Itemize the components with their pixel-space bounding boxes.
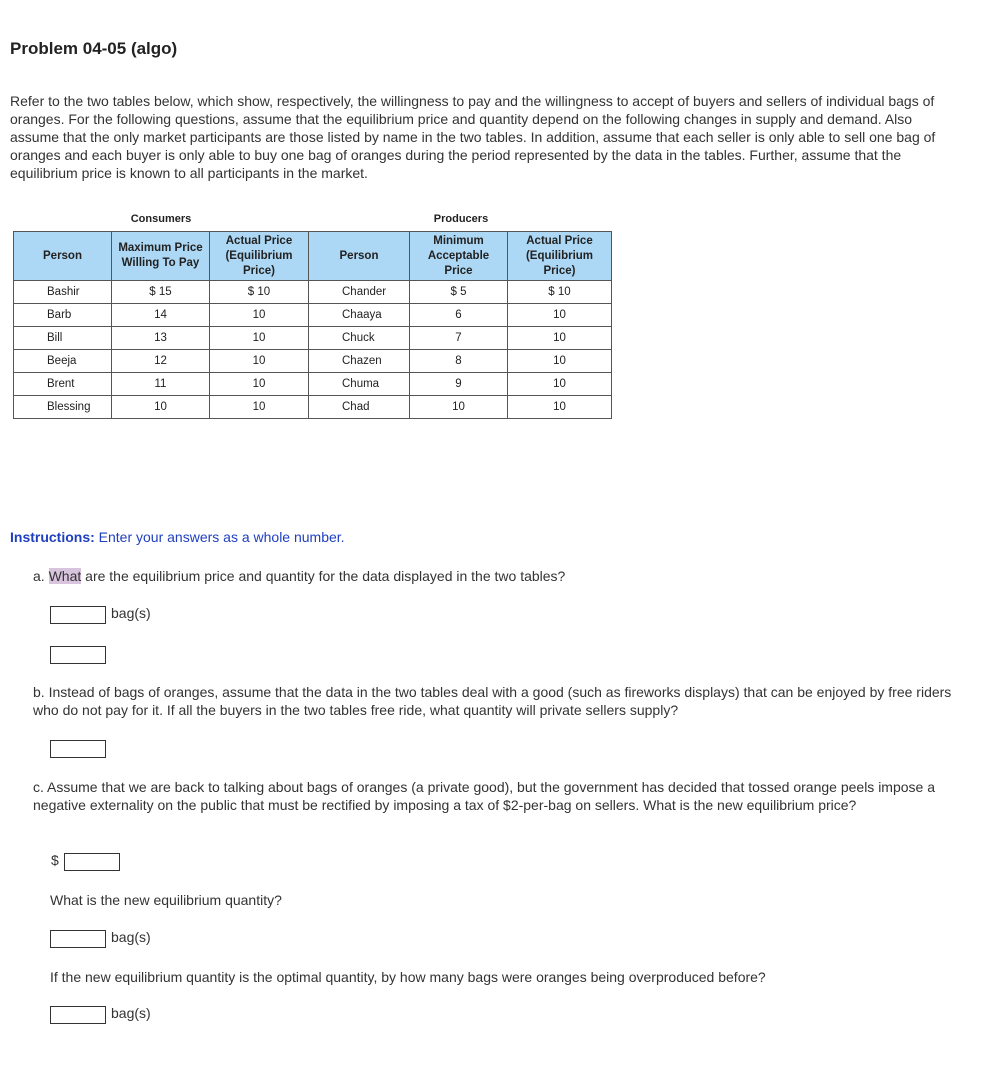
table-row — [14, 396, 612, 419]
cell-producer-name: Chuma — [309, 373, 410, 396]
cell-producer-name: Chander — [309, 281, 410, 304]
cell-producer-actual-price: 10 — [508, 396, 612, 419]
cell-consumer-name: Beeja — [14, 350, 112, 373]
answer-c-quantity-input[interactable] — [50, 930, 106, 948]
consumers-caption: Consumers — [130, 213, 192, 225]
cell-consumer-actual-price: 10 — [210, 396, 309, 419]
question-a-text: are the equilibrium price and quantity for the data displayed in the two tables? — [81, 568, 566, 584]
cell-max-price: 11 — [112, 373, 210, 396]
cell-producer-name: Chuck — [309, 327, 410, 350]
table-row — [14, 281, 612, 304]
cell-consumer-actual-price: 10 — [210, 327, 309, 350]
cell-producer-name: Chaaya — [309, 304, 410, 327]
cell-consumer-actual-price: 10 — [210, 350, 309, 373]
table-header-row — [14, 232, 612, 281]
cell-min-price: 7 — [410, 327, 508, 350]
cell-consumer-name: Barb — [14, 304, 112, 327]
willingness-table — [13, 231, 612, 419]
cell-producer-actual-price: 10 — [508, 373, 612, 396]
cell-producer-name: Chazen — [309, 350, 410, 373]
answer-c-price-input[interactable] — [64, 853, 120, 871]
answer-c-overproduction-input[interactable] — [50, 1006, 106, 1024]
instructions — [10, 529, 345, 545]
answer-c-overproduction-unit: bag(s) — [111, 1005, 151, 1021]
cell-consumer-name: Bashir — [14, 281, 112, 304]
cell-max-price: 10 — [112, 396, 210, 419]
cell-max-price: 14 — [112, 304, 210, 327]
cell-consumer-name: Brent — [14, 373, 112, 396]
cell-producer-actual-price: $ 10 — [508, 281, 612, 304]
question-c-quantity: What is the new equilibrium quantity? — [50, 892, 282, 908]
producers-caption: Producers — [433, 213, 489, 225]
instructions-label: Instructions: — [10, 529, 95, 545]
question-a-highlight: What — [48, 568, 82, 584]
table-row — [14, 327, 612, 350]
header-person-producer: Person — [309, 232, 410, 281]
answer-a-unit: bag(s) — [111, 605, 151, 621]
page-title: Problem 04-05 (algo) — [10, 39, 178, 58]
dollar-sign: $ — [51, 852, 59, 868]
header-min-price: Minimum Acceptable Price — [410, 232, 508, 281]
table-row — [14, 373, 612, 396]
cell-min-price: 6 — [410, 304, 508, 327]
cell-producer-actual-price: 10 — [508, 304, 612, 327]
header-actual-price-producer: Actual Price (Equilibrium Price) — [508, 232, 612, 281]
answer-a-price-input[interactable] — [50, 646, 106, 664]
table-row — [14, 304, 612, 327]
instructions-text: Enter your answers as a whole number. — [94, 529, 345, 545]
cell-consumer-name: Blessing — [14, 396, 112, 419]
table-row — [14, 350, 612, 373]
cell-producer-actual-price: 10 — [508, 350, 612, 373]
header-actual-price-consumer: Actual Price (Equilibrium Price) — [210, 232, 309, 281]
question-b: b. Instead of bags of oranges, assume that the data in the two tables deal with a good (such as fireworks displays) that can be enjoyed by free riders who do not pay for it. If all the buyers in the two tables free ride, what quantity will private sellers supply? — [33, 684, 952, 718]
cell-max-price: 12 — [112, 350, 210, 373]
cell-consumer-name: Bill — [14, 327, 112, 350]
cell-max-price: 13 — [112, 327, 210, 350]
question-a-prefix: a. — [33, 568, 49, 584]
header-max-price: Maximum Price Willing To Pay — [112, 232, 210, 281]
cell-producer-actual-price: 10 — [508, 327, 612, 350]
cell-min-price: $ 5 — [410, 281, 508, 304]
answer-c-quantity-unit: bag(s) — [111, 929, 151, 945]
cell-max-price: $ 15 — [112, 281, 210, 304]
question-a — [33, 567, 565, 585]
header-person-consumer: Person — [14, 232, 112, 281]
question-c-overproduction: If the new equilibrium quantity is the optimal quantity, by how many bags were oranges being overproduced before? — [50, 969, 766, 985]
cell-min-price: 8 — [410, 350, 508, 373]
answer-b-input[interactable] — [50, 740, 106, 758]
intro-paragraph: Refer to the two tables below, which show, respectively, the willingness to pay and the willingness to accept of buyers and sellers of individual bags of oranges. For the following questions, assume that the equilibrium price and quantity depend on the following changes in supply and demand. Also assume that the only market participants are those listed by name in the two tables. In addition, assume that each seller is only able to sell one bag of oranges and each buyer is only able to buy one bag of oranges during the period represented by the data in the tables. Further, assume that the equilibrium price is known to all participants in the market. — [10, 93, 936, 181]
cell-consumer-actual-price: 10 — [210, 373, 309, 396]
cell-producer-name: Chad — [309, 396, 410, 419]
cell-min-price: 9 — [410, 373, 508, 396]
cell-min-price: 10 — [410, 396, 508, 419]
cell-consumer-actual-price: $ 10 — [210, 281, 309, 304]
question-c: c. Assume that we are back to talking about bags of oranges (a private good), but the government has decided that tossed orange peels impose a negative externality on the public that must be rectified by imposing a tax of $2-per-bag on sellers. What is the new equilibrium price? — [33, 779, 936, 813]
cell-consumer-actual-price: 10 — [210, 304, 309, 327]
answer-a-quantity-input[interactable] — [50, 606, 106, 624]
